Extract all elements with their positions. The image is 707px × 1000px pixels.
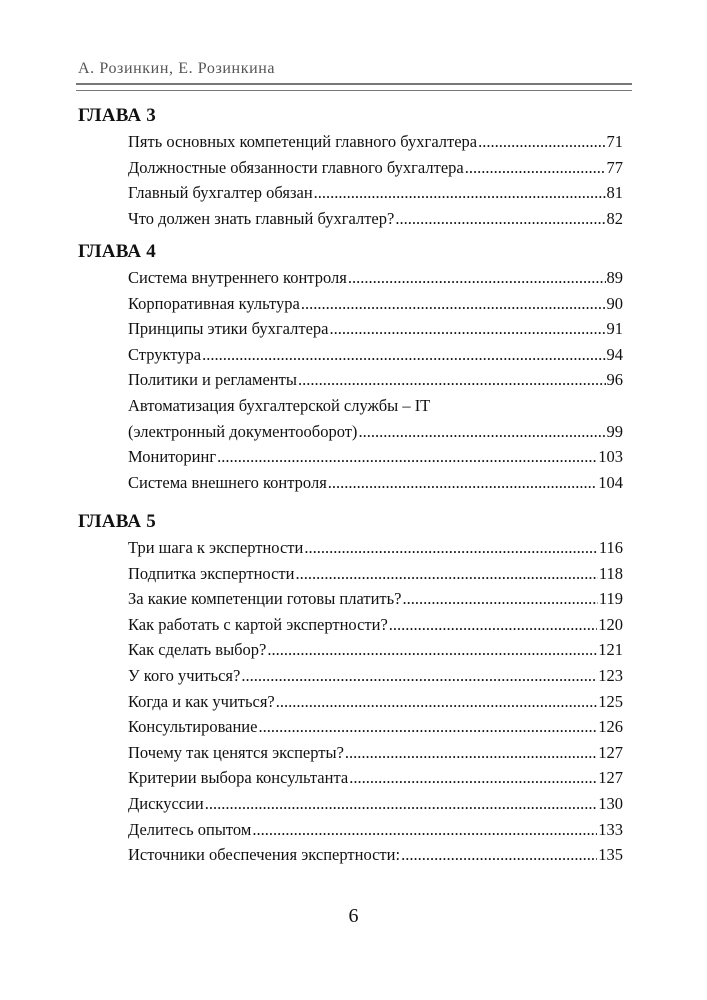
toc-entry-page: 77 xyxy=(606,157,623,177)
toc-entry[interactable] xyxy=(128,791,623,817)
toc-entry-page: 133 xyxy=(598,819,623,839)
toc-entry[interactable] xyxy=(128,206,623,232)
toc-entry-page: 127 xyxy=(598,768,623,788)
dot-leader xyxy=(349,765,597,791)
toc-entry-page: 82 xyxy=(606,208,623,228)
toc-entry-line-1[interactable] xyxy=(128,393,623,419)
dot-leader xyxy=(402,586,597,612)
toc-entry-title-continued: (электронный документооборот) xyxy=(128,421,358,441)
dot-leader xyxy=(328,470,597,496)
dot-leader xyxy=(401,842,597,868)
toc-entry-title: Система внешнего контроля xyxy=(128,472,327,492)
toc-entry-page: 94 xyxy=(606,344,623,364)
toc-entry[interactable] xyxy=(128,637,623,663)
toc-entry-page: 118 xyxy=(598,563,623,583)
toc-entry-page: 71 xyxy=(606,132,623,151)
toc-entry-title: Почему так ценятся эксперты? xyxy=(128,742,344,762)
toc-entry-title: Источники обеспечения экспертности: xyxy=(128,845,401,865)
toc-entry[interactable] xyxy=(128,586,623,612)
toc-entry-page: 120 xyxy=(598,614,623,634)
dot-leader xyxy=(304,535,598,561)
dot-leader xyxy=(389,612,597,638)
chapter-5 xyxy=(78,508,623,868)
toc-entry-line-2[interactable] xyxy=(128,419,623,445)
toc-entry-title: Когда и как учиться? xyxy=(128,691,275,711)
toc-entry-page: 135 xyxy=(598,845,623,865)
toc-entry-page: 123 xyxy=(598,665,623,685)
toc-entry-page: 91 xyxy=(606,319,623,339)
dot-leader xyxy=(217,444,597,470)
toc-entry-title: Как работать с картой экспертности? xyxy=(128,614,388,634)
toc-entry-title: Как сделать выбор? xyxy=(128,640,267,660)
dot-leader xyxy=(276,689,597,715)
toc-entry-page: 127 xyxy=(598,742,623,762)
toc-entry[interactable] xyxy=(128,342,623,368)
dot-leader xyxy=(329,316,605,342)
toc-entry-title: Главный бухгалтер обязан xyxy=(128,183,313,203)
toc-entry[interactable] xyxy=(128,155,623,181)
dot-leader xyxy=(258,714,597,740)
dot-leader xyxy=(395,206,605,232)
toc-entry-title: Политики и регламенты xyxy=(128,370,297,390)
toc-entry[interactable] xyxy=(128,765,623,791)
toc-entry[interactable] xyxy=(128,444,623,470)
toc-entry[interactable] xyxy=(128,817,623,843)
dot-leader xyxy=(348,265,606,291)
toc-entry[interactable] xyxy=(128,470,623,496)
toc-entry-page: 81 xyxy=(606,183,623,203)
toc-entry[interactable] xyxy=(128,367,623,393)
toc-entry[interactable] xyxy=(128,842,623,868)
toc-entry-title: Структура xyxy=(128,344,202,364)
toc-entry-title: Три шага к экспертности xyxy=(128,538,304,557)
dot-leader xyxy=(314,180,606,206)
toc-entry[interactable] xyxy=(128,740,623,766)
toc-entry-page: 130 xyxy=(598,793,623,813)
toc-entry[interactable] xyxy=(128,265,623,291)
dot-leader xyxy=(202,342,605,368)
toc-entry-page: 89 xyxy=(606,268,623,287)
toc-entry-title: Автоматизация бухгалтерской службы – IT xyxy=(128,395,431,415)
toc-entry-title: Должностные обязанности главного бухгалтера xyxy=(128,157,464,177)
chapter-title: ГЛАВА 3 xyxy=(78,105,156,126)
toc-entry-title: Делитесь опытом xyxy=(128,819,252,839)
toc-entry[interactable] xyxy=(128,663,623,689)
toc-list xyxy=(128,265,623,495)
chapter-title: ГЛАВА 4 xyxy=(78,241,156,262)
page-number: 6 xyxy=(348,905,359,927)
dot-leader xyxy=(358,419,605,445)
toc-entry-page: 125 xyxy=(598,691,623,711)
dot-leader xyxy=(267,637,597,663)
toc-entry-page: 104 xyxy=(598,472,623,492)
toc-entry-title: Пять основных компетенций главного бухгалтера xyxy=(128,132,478,151)
toc-entry[interactable] xyxy=(128,316,623,342)
running-header: А. Розинкин, Е. Розинкина xyxy=(78,60,276,77)
toc-entry-title: Критерии выбора консультанта xyxy=(128,768,349,788)
toc-entry-title: У кого учиться? xyxy=(128,665,241,685)
toc-entry-title: Система внутреннего контроля xyxy=(128,268,347,287)
toc-list xyxy=(128,129,623,231)
toc-list xyxy=(128,535,623,868)
toc-entry[interactable] xyxy=(128,561,623,587)
toc-entry-title: Корпоративная культура xyxy=(128,293,300,313)
header-rule xyxy=(76,83,632,91)
toc-entry-page: 121 xyxy=(598,640,623,660)
toc-entry[interactable] xyxy=(128,291,623,317)
toc-entry-title: Подпитка экспертности xyxy=(128,563,295,583)
dot-leader xyxy=(295,561,597,587)
dot-leader xyxy=(241,663,597,689)
chapter-title: ГЛАВА 5 xyxy=(78,511,156,532)
toc-entry-title: За какие компетенции готовы платить? xyxy=(128,589,402,609)
toc-entry-title: Что должен знать главный бухгалтер? xyxy=(128,208,395,228)
dot-leader xyxy=(465,155,606,181)
dot-leader xyxy=(298,367,606,393)
toc-entry[interactable] xyxy=(128,714,623,740)
toc-entry-title: Консультирование xyxy=(128,717,258,737)
dot-leader xyxy=(205,791,598,817)
toc-entry-page: 99 xyxy=(606,421,623,441)
toc-entry-page: 126 xyxy=(598,717,623,737)
toc-entry-title: Принципы этики бухгалтера xyxy=(128,319,329,339)
toc-entry-page: 90 xyxy=(606,293,623,313)
toc-entry-page: 116 xyxy=(598,538,623,557)
dot-leader xyxy=(301,291,606,317)
toc-entry[interactable] xyxy=(128,612,623,638)
chapter-4 xyxy=(78,238,623,495)
toc-entry[interactable] xyxy=(128,535,623,561)
toc-entry[interactable] xyxy=(128,689,623,715)
dot-leader xyxy=(252,817,597,843)
toc-entry[interactable] xyxy=(128,180,623,206)
toc-entry-title: Мониторинг xyxy=(128,447,217,467)
dot-leader xyxy=(345,740,597,766)
toc-entry-title: Дискуссии xyxy=(128,793,204,813)
toc-entry-page: 119 xyxy=(598,589,623,609)
toc-entry-page: 96 xyxy=(606,370,623,390)
toc-entry[interactable] xyxy=(128,129,623,155)
dot-leader xyxy=(478,129,605,155)
chapter-3 xyxy=(78,102,623,231)
toc-entry-page: 103 xyxy=(598,447,623,467)
